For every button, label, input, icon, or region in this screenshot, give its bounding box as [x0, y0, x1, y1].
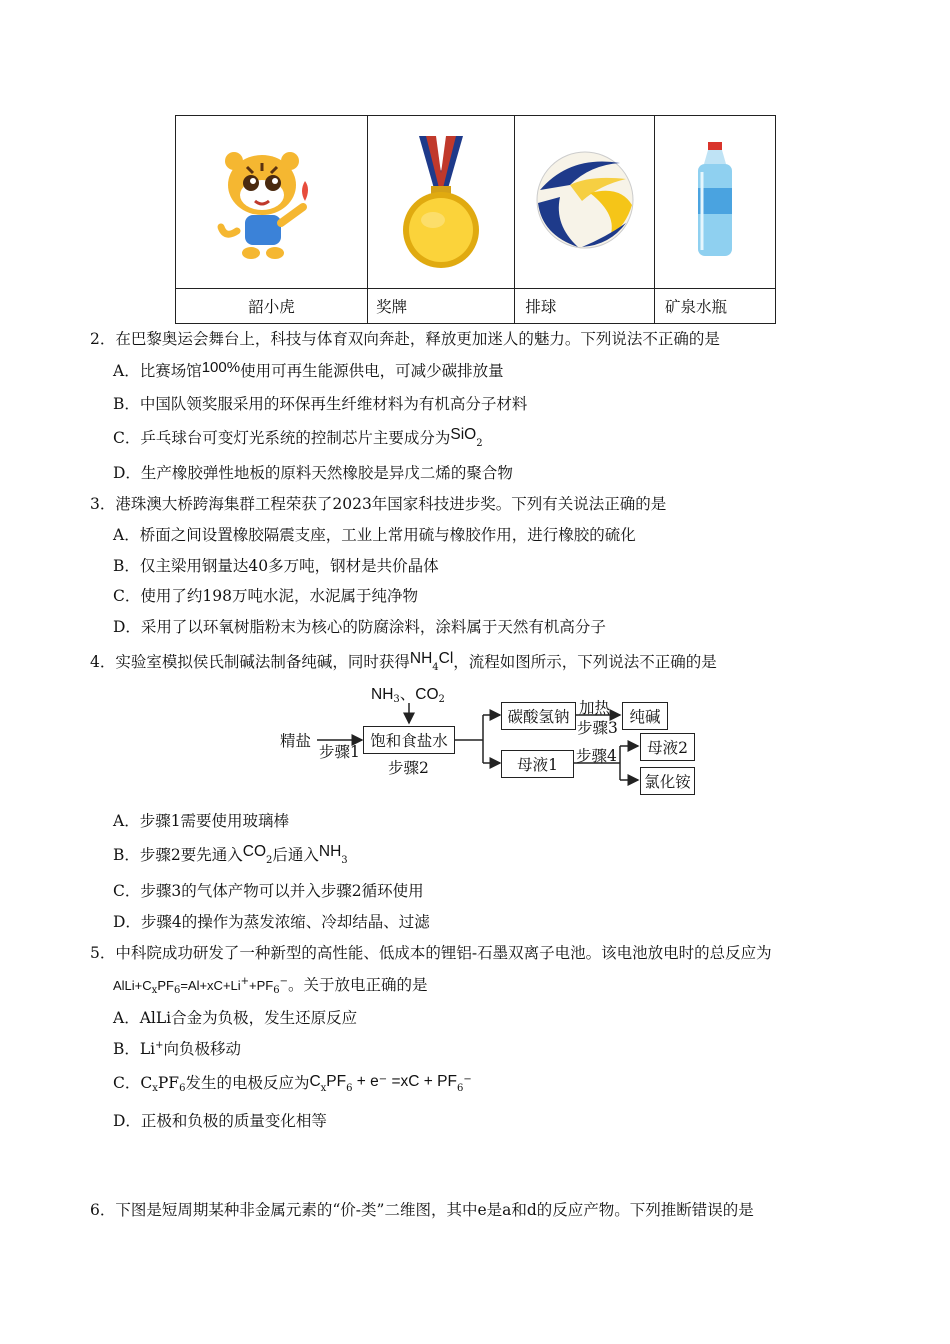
flow-heat-label: 加热: [579, 699, 611, 717]
q2-option-b: B．中国队领奖服采用的环保再生纤维材料为有机高分子材料: [113, 395, 528, 413]
q5-equation: $AlLi+C_xPF_6=Al+xC+Li^++PF_6^-$。关于放电正确的是: [113, 976, 428, 996]
q4-option-a: A．步骤1需要使用玻璃棒: [113, 812, 290, 830]
q4-stem: 4．实验室模拟侯氏制碱法制备纯碱，同时获得$NH_4Cl$，流程如图所示，下列说法不正确的是: [90, 650, 717, 673]
caption-medal: 奖牌: [368, 289, 515, 324]
q5-option-b: B．Li+向负极移动: [113, 1040, 242, 1058]
flow-bicarbonate-box: 碳酸氢钠: [501, 702, 576, 730]
flow-soda-box: 纯碱: [622, 702, 668, 730]
q5-option-a: A．AlLi合金为负极，发生还原反应: [113, 1009, 358, 1027]
q2-stem: 2．在巴黎奥运会舞台上，科技与体育双向奔赴，释放更加迷人的魅力。下列说法不正确的是: [90, 330, 720, 348]
q2-option-a: A．比赛场馆100%使用可再生能源供电，可减少碳排放量: [113, 359, 504, 380]
q5-option-d: D．正极和负极的质量变化相等: [113, 1112, 327, 1130]
q6-stem: 6．下图是短周期某种非金属元素的“价-类”二维图，其中e是a和d的反应产物。下列推断错误的是: [90, 1201, 754, 1219]
q2-option-c: C．乒乓球台可变灯光系统的控制芯片主要成分为SiO$_2$: [113, 426, 483, 449]
flow-brine-box: 饱和食盐水: [363, 726, 455, 754]
flow-step1: 步骤1: [319, 743, 360, 761]
flow-step4: 步骤4: [576, 747, 617, 765]
q3-stem: 3．港珠澳大桥跨海集群工程荣获了2023年国家科技进步奖。下列有关说法正确的是: [90, 495, 667, 513]
q4-option-c: C．步骤3的气体产物可以并入步骤2循环使用: [113, 882, 424, 900]
q3-option-d: D．采用了以环氧树脂粉末为核心的防腐涂料，涂料属于天然有机高分子: [113, 618, 606, 636]
caption-volleyball: 排球: [515, 289, 655, 324]
q4-option-d: D．步骤4的操作为蒸发浓缩、冷却结晶、过滤: [113, 913, 430, 931]
q4-option-b: B．步骤2要先通入$CO_2$后通入$NH_3$: [113, 843, 348, 866]
flow-nh4cl-box: 氯化铵: [640, 767, 695, 795]
flow-step2: 步骤2: [388, 759, 429, 777]
q3-option-b: B．仅主梁用钢量达40多万吨，钢材是共价晶体: [113, 557, 439, 575]
q5-stem: 5．中科院成功研发了一种新型的高性能、低成本的锂铝-石墨双离子电池。该电池放电时的总反应为: [90, 944, 772, 962]
flow-mother2-box: 母液2: [640, 733, 695, 761]
q5-option-c: C．$C_xPF_6$发生的电极反应为$C_xPF_6 + e^- =xC + PF_6^-$: [113, 1073, 472, 1094]
caption-tiger: 韶小虎: [176, 289, 368, 324]
flow-step3: 步骤3: [577, 719, 618, 737]
flow-raw-salt: 精盐: [280, 732, 312, 750]
flow-gas-label: $NH_3$、$CO_2$: [371, 686, 445, 705]
q3-option-a: A．桥面之间设置橡胶隔震支座，工业上常用硫与橡胶作用，进行橡胶的硫化: [113, 526, 636, 544]
q3-option-c: C．使用了约198万吨水泥，水泥属于纯净物: [113, 587, 418, 605]
q2-option-d: D．生产橡胶弹性地板的原料天然橡胶是异戊二烯的聚合物: [113, 464, 513, 482]
flow-mother1-box: 母液1: [501, 750, 574, 778]
caption-bottle: 矿泉水瓶: [655, 289, 776, 324]
